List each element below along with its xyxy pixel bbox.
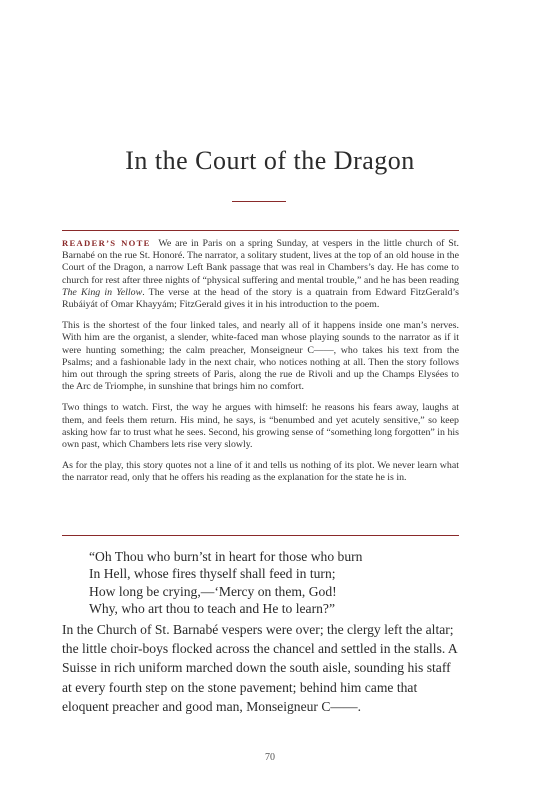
readers-note-p1-text-end: . The verse at the head of the story is a quatrain from Edward FitzGerald’s Rubáiyát of Omar Khayyám; FitzGerald gives it in his introduction to the poem. bbox=[62, 286, 459, 311]
page-number: 70 bbox=[265, 752, 275, 763]
epigraph-quatrain bbox=[89, 548, 362, 618]
readers-note-label: READER’S NOTE bbox=[62, 238, 151, 248]
book-title-italic: The King in Yellow bbox=[62, 286, 143, 298]
epigraph-line: “Oh Thou who burn’st in heart for those who burn bbox=[89, 549, 363, 564]
story-opening-paragraph: In the Church of St. Barnabé vespers were over; the clergy left the altar; the little choir-boys flocked across the chancel and settled in the stalls. A Suisse in rich uniform marched down the south aisle, sounding his staff at every fourth step on the stone pavement; behind him came that eloquent preacher and good man, Monseigneur C——. bbox=[62, 622, 457, 714]
readers-note-paragraph-1 bbox=[62, 237, 459, 311]
chapter-title: In the Court of the Dragon bbox=[125, 146, 415, 175]
readers-note-p1-text: We are in Paris on a spring Sunday, at vespers in the little church of St. Barnabé on the rue St. Honoré. The narrator, a solitary student, lives at the top of an old house in the Court of the Dragon, a narrow Left Bank passage that was real in Chambers’s day. He has come to church for rest after three nights of “physical suffering and mental trouble,” and he has been reading bbox=[62, 238, 459, 286]
title-divider bbox=[232, 201, 286, 202]
readers-note-paragraph-4: As for the play, this story quotes not a line of it and tells us nothing of its plot. We never learn what the narrator read, only that he offers his reading as the explanation for the state he is in. bbox=[62, 460, 459, 484]
epigraph-line: In Hell, whose fires thyself shall feed in turn; bbox=[89, 566, 336, 582]
epigraph-line: How long be crying,—‘Mercy on them, God! bbox=[89, 583, 337, 599]
epigraph-line: Why, who art thou to teach and He to learn?” bbox=[89, 601, 335, 617]
readers-note-paragraph-2: This is the shortest of the four linked tales, and nearly all of it happens inside one man’s nerves. With him are the organist, a slender, white-faced man whose playing sounds to the narrator as if it were hunting something; the calm preacher, Monseigneur C——, who takes his text from the Psalms; and a fashionable lady in the next chair, who notices nothing at all. Then the story follows him out through the spring streets of Paris, along the rue de Rivoli and up the Champs Elysées to the Arc de Triomphe, in sunshine that brings him no comfort. bbox=[62, 320, 459, 393]
readers-note-paragraph-3: Two things to watch. First, the way he argues with himself: he reasons his fears away, laughs at them, and feels them return. His mind, he says, is “benumbed and yet acutely sensitive,” so keep asking how far to trust what he sees. Second, his growing sense of “something long forgotten” in his own past, which Chambers lets rise very slowly. bbox=[62, 402, 459, 451]
readers-note-box bbox=[62, 230, 459, 536]
